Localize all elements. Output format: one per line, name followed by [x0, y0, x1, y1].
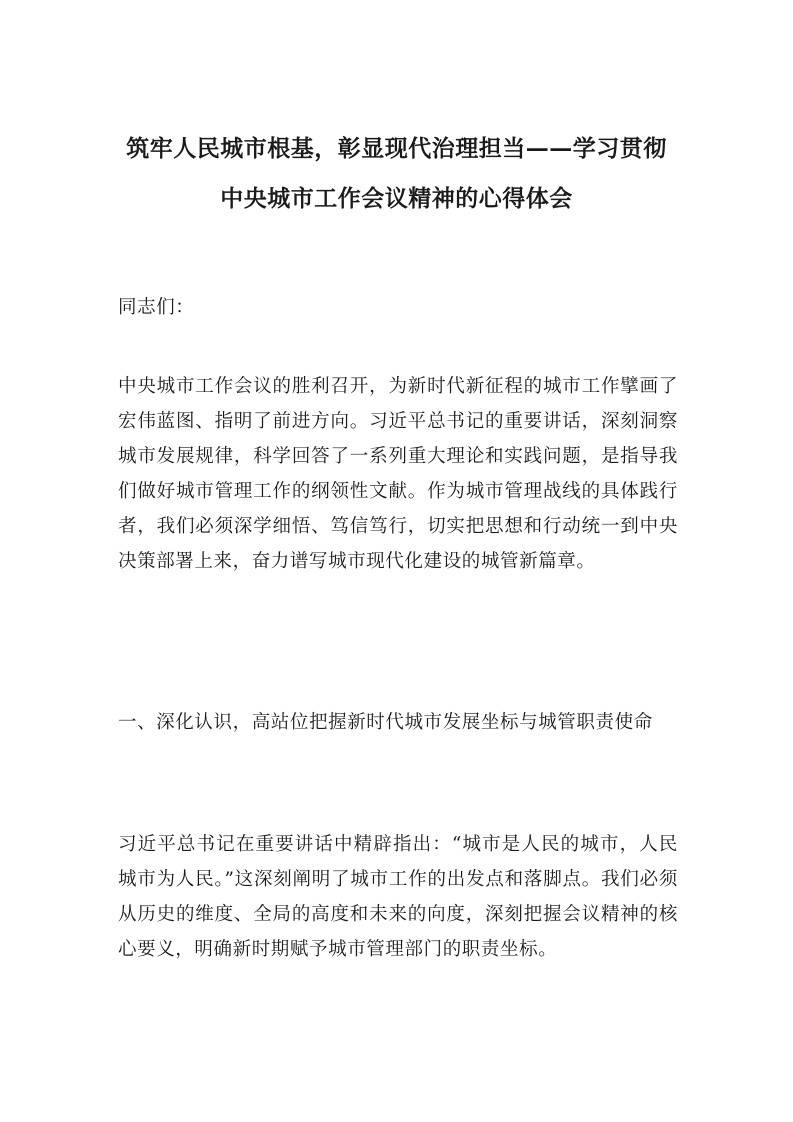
intro-paragraph: 中央城市工作会议的胜利召开，为新时代新征程的城市工作擘画了宏伟蓝图、指明了前进方向。习近平总书记的重要讲话，深刻洞察城市发展规律，科学回答了一系列重大理论和实践问题，是指导我们做好城市管理工作的纲领性文献。作为城市管理战线的具体践行者，我们必须深学细悟、笃信笃行，切实把思想和行动统一到中央决策部署上来，奋力谱写城市现代化建设的城管新篇章。	[118, 376, 678, 572]
section-1-heading: 一、深化认识，高站位把握新时代城市发展坐标与城管职责使命	[118, 712, 653, 733]
section-1-body: 习近平总书记在重要讲话中精辟指出：“城市是人民的城市，人民城市为人民。”这深刻阐明了城市工作的出发点和落脚点。我们必须从历史的维度、全局的高度和未来的向度，深刻把握会议精神的核心要义，明确新时期赋予城市管理部门的职责坐标。	[118, 834, 678, 960]
title-line-1: 筑牢人民城市根基，彰显现代治理担当——学习贯彻	[126, 135, 667, 162]
document-title	[110, 124, 683, 224]
title-line-2: 中央城市工作会议精神的心得体会	[220, 185, 573, 212]
salutation: 同志们：	[118, 297, 195, 318]
